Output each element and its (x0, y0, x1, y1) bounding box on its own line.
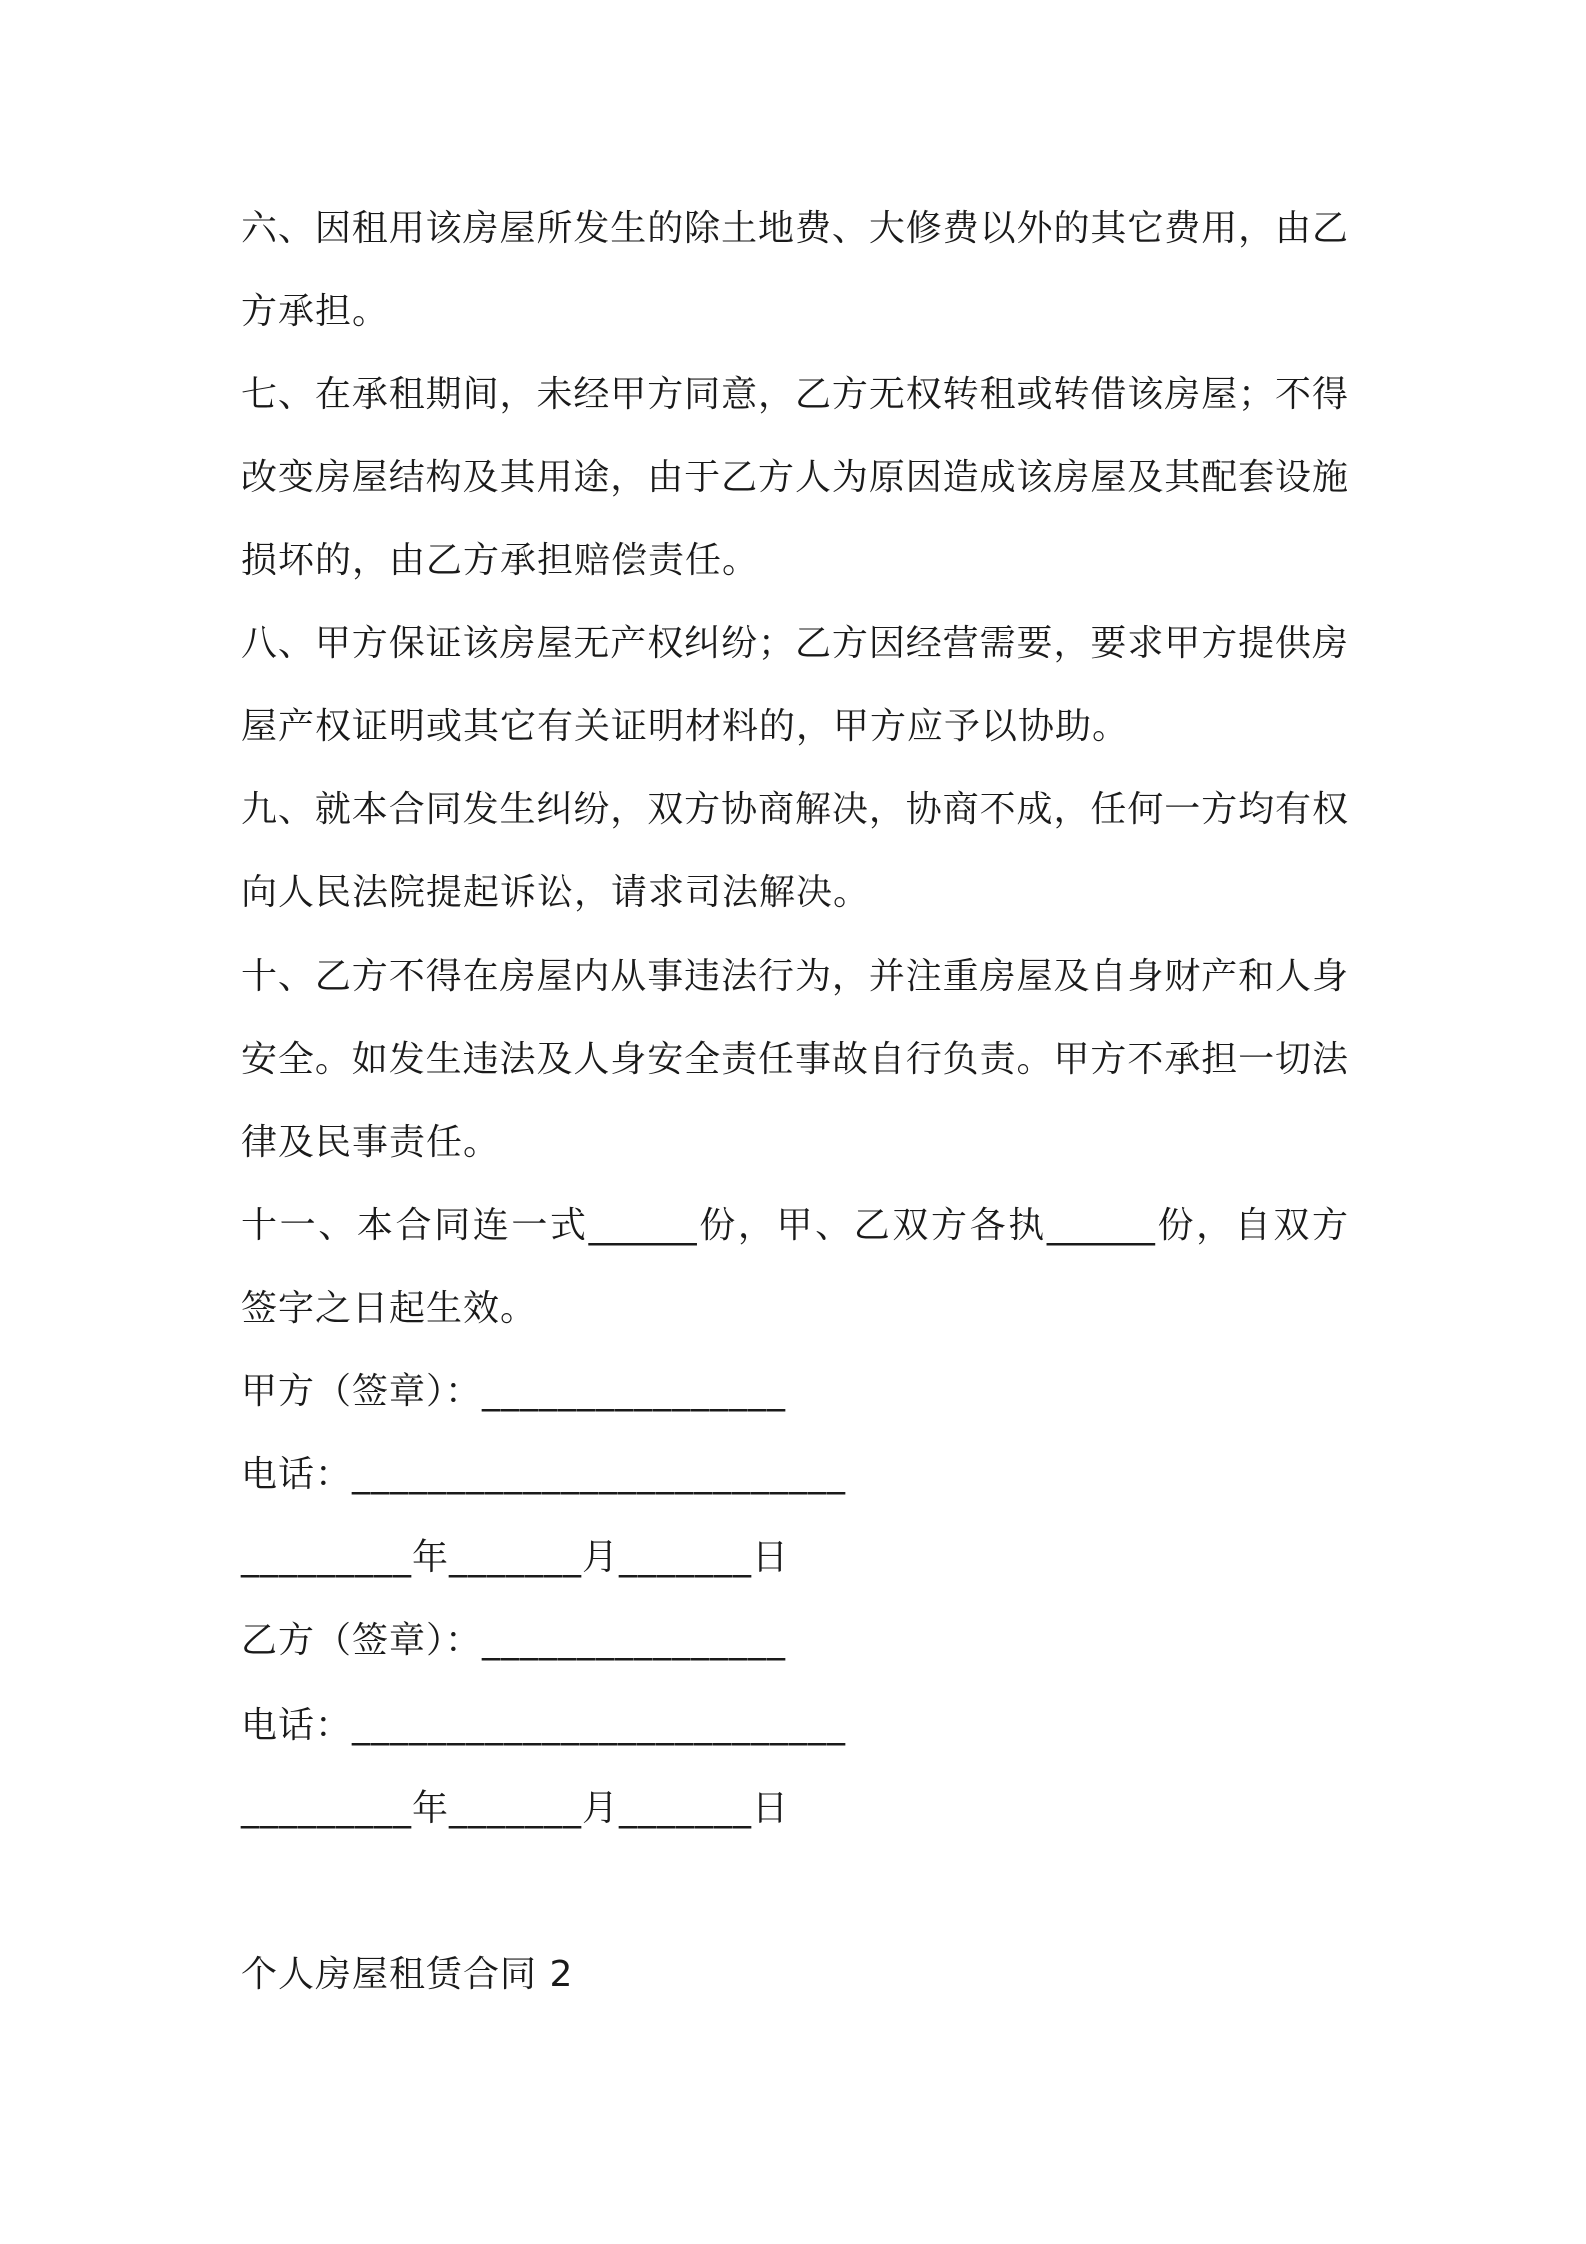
clause-10-line-2: 安全。如发生违法及人身安全责任事故自行负责。甲方不承担一切法 (241, 1039, 1348, 1080)
clause-8-line-1: 八、甲方保证该房屋无产权纠纷；乙方因经营需要，要求甲方提供房 (241, 623, 1348, 664)
party-a-phone: 电话：__________________________ (241, 1454, 847, 1495)
clause-7-line-2: 改变房屋结构及其用途，由于乙方人为原因造成该房屋及其配套设施 (241, 457, 1348, 498)
next-contract-title: 个人房屋租赁合同 2 (241, 1954, 574, 1995)
clause-7-line-1: 七、在承租期间，未经甲方同意，乙方无权转租或转借该房屋；不得 (241, 374, 1348, 415)
clause-6-line-2: 方承担。 (241, 291, 390, 332)
clause-9-line-1: 九、就本合同发生纠纷，双方协商解决，协商不成，任何一方均有权 (241, 789, 1348, 830)
clause-11-line-1: 十一、本合同连一式______份，甲、乙双方各执______份，自双方 (241, 1205, 1348, 1246)
party-b-date: _________年_______月_______日 (241, 1788, 789, 1829)
clause-10-line-1: 十、乙方不得在房屋内从事违法行为，并注重房屋及自身财产和人身 (241, 956, 1348, 997)
clause-10-line-3: 律及民事责任。 (241, 1122, 501, 1163)
party-a-date: _________年_______月_______日 (241, 1537, 789, 1578)
clause-11-line-2: 签字之日起生效。 (241, 1288, 538, 1329)
clause-8-line-2: 屋产权证明或其它有关证明材料的，甲方应予以协助。 (241, 706, 1130, 747)
party-a-signature: 甲方（签章）：________________ (241, 1371, 787, 1412)
clause-7-line-3: 损坏的，由乙方承担赔偿责任。 (241, 540, 760, 581)
clause-9-line-2: 向人民法院提起诉讼，请求司法解决。 (241, 872, 871, 913)
clause-6-line-1: 六、因租用该房屋所发生的除土地费、大修费以外的其它费用，由乙 (241, 208, 1348, 249)
party-b-signature: 乙方（签章）：________________ (241, 1620, 787, 1661)
party-b-phone: 电话：__________________________ (241, 1705, 847, 1746)
